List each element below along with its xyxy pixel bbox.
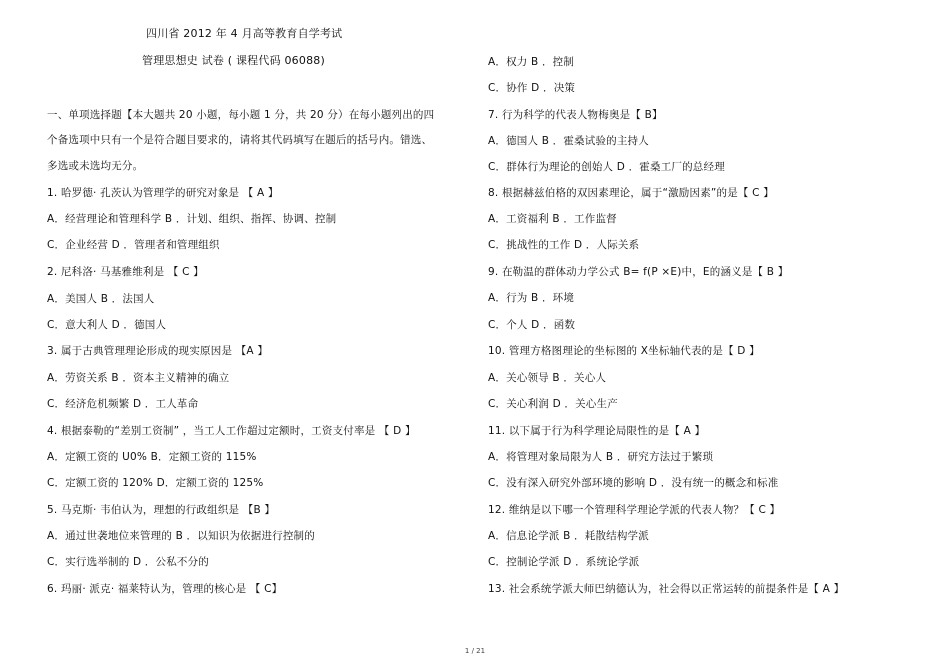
left-column-line: 2. 尼科洛· 马基雅维利是 【 C 】 [47, 266, 204, 278]
left-column-line: C．企业经营 D ．管理者和管理组织 [47, 239, 220, 251]
exam-title: 四川省 2012 年 4 月高等教育自学考试 [146, 27, 343, 40]
right-column-line: A．权力 B ．控制 [488, 56, 575, 68]
right-column-line: A．信息论学派 B ．耗散结构学派 [488, 530, 649, 542]
page-number: 1 / 21 [464, 647, 486, 655]
left-column-line: C．实行选举制的 D ．公私不分的 [47, 556, 209, 568]
exam-subtitle: 管理思想史 试卷 ( 课程代码 06088) [142, 54, 325, 67]
left-column-line: 4. 根据泰勒的“差别工资制” ，当工人工作超过定额时，工资支付率是 【 D 】 [47, 425, 416, 437]
right-column-line: A．行为 B ．环境 [488, 292, 575, 304]
right-column-line: 13. 社会系统学派大师巴纳德认为，社会得以正常运转的前提条件是【 A 】 [488, 583, 845, 595]
left-column-line: C．经济危机频繁 D ．工人革命 [47, 398, 199, 410]
right-column-line: 7. 行为科学的代表人物梅奥是【 B】 [488, 109, 663, 121]
left-column-line: A．经营理论和管理科学 B ．计划、组织、指挥、协调、控制 [47, 213, 337, 225]
left-column-line: A．通过世袭地位来管理的 B ．以知识为依据进行控制的 [47, 530, 315, 542]
left-column-line: A．劳资关系 B ．资本主义精神的确立 [47, 372, 230, 384]
right-column-line: A．德国人 B ．霍桑试验的主持人 [488, 135, 649, 147]
right-column-line: C．挑战性的工作 D ．人际关系 [488, 239, 640, 251]
left-column-line: A．美国人 B ．法国人 [47, 293, 155, 305]
left-column-line: 个备选项中只有一个是符合题目要求的，请将其代码填写在题后的括号内。错选、 [47, 134, 433, 146]
left-column-line: C．意大利人 D ．德国人 [47, 319, 167, 331]
right-column-line: 9. 在勒温的群体动力学公式 B= f(P ×E)中，E的涵义是【 B 】 [488, 266, 789, 278]
left-column-line: A．定额工资的 U0% B．定额工资的 115% [47, 451, 257, 463]
left-column-line: 一、单项选择题【本大题共 20 小题，每小题 1 分，共 20 分）在每小题列出的四 [47, 109, 435, 121]
right-column-line: 8. 根据赫兹伯格的双因素理论，属于“激励因素”的是【 C 】 [488, 187, 774, 199]
right-column-line: A．关心领导 B ．关心人 [488, 372, 607, 384]
right-column-line: C．没有深入研究外部环境的影响 D ．没有统一的概念和标准 [488, 477, 779, 489]
right-column-line: A．工资福利 B ．工作监督 [488, 213, 617, 225]
left-column-line: 1. 哈罗德· 孔茨认为管理学的研究对象是 【 A 】 [47, 187, 279, 199]
left-column-line: 6. 玛丽· 派克· 福莱特认为，管理的核心是 【 C】 [47, 583, 283, 595]
left-column-line: 5. 马克斯· 韦伯认为，理想的行政组织是 【B 】 [47, 504, 276, 516]
right-column-line: C．协作 D ．决策 [488, 82, 576, 94]
left-column-line: 3. 属于古典管理理论形成的现实原因是 【A 】 [47, 345, 269, 357]
right-column-line: A．将管理对象局限为人 B ．研究方法过于繁琐 [488, 451, 714, 463]
left-column-line: C．定额工资的 120% D．定额工资的 125% [47, 477, 264, 489]
right-column-line: C．控制论学派 D ．系统论学派 [488, 556, 640, 568]
right-column-line: 10. 管理方格图理论的坐标图的 X坐标轴代表的是【 D 】 [488, 345, 760, 357]
right-column-line: C．关心利润 D ．关心生产 [488, 398, 618, 410]
left-column-line: 多选或未选均无分。 [47, 160, 144, 172]
right-column-line: 11. 以下属于行为科学理论局限性的是【 A 】 [488, 425, 706, 437]
right-column-line: 12. 维纳是以下哪一个管理科学理论学派的代表人物？【 C 】 [488, 504, 781, 516]
right-column-line: C．个人 D ．函数 [488, 319, 576, 331]
right-column-line: C．群体行为理论的创始人 D ．霍桑工厂的总经理 [488, 161, 725, 173]
